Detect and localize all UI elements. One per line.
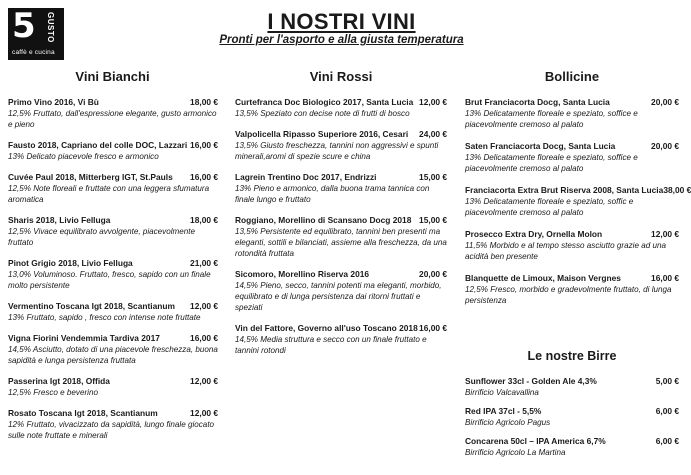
item-description: 13,5% Giusto freschezza, tannini non aggressivi e spunti minerali,aromi di spezie scure e china bbox=[235, 141, 439, 161]
item-name: Vin del Fattore, Governo all'uso Toscano 2018 bbox=[235, 323, 418, 333]
item-price: 20,00 € bbox=[651, 141, 679, 151]
menu-item bbox=[8, 301, 218, 323]
item-name: Sharis 2018, Livio Felluga bbox=[8, 215, 111, 225]
column-birre bbox=[465, 376, 679, 458]
menu-item bbox=[465, 141, 679, 174]
item-name: Sicomoro, Morellino Riserva 2016 bbox=[235, 269, 370, 279]
item-price: 12,00 € bbox=[190, 376, 218, 386]
item-price: 16,00 € bbox=[190, 333, 218, 343]
item-description: 13% Delicatamente floreale e speziato, soffice e piacevolmente cremoso al palato bbox=[465, 153, 638, 173]
item-name: Lagrein Trentino Doc 2017, Endrizzi bbox=[235, 172, 377, 182]
page-subtitle: Pronti per l'asporto e alla giusta temperatura bbox=[219, 34, 464, 46]
item-price: 18,00 € bbox=[190, 215, 218, 225]
item-price: 18,00 € bbox=[190, 97, 218, 107]
item-description: 11,5% Morbido e al tempo stesso asciutto grazie ad una acidità ben presente bbox=[465, 241, 666, 261]
item-price: 16,00 € bbox=[419, 323, 447, 333]
item-price: 12,00 € bbox=[651, 229, 679, 239]
menu-item bbox=[8, 172, 218, 205]
menu-item bbox=[465, 376, 679, 398]
item-description: 13,5% Speziato con decise note di frutti di bosco bbox=[235, 109, 410, 118]
item-price: 20,00 € bbox=[419, 269, 447, 279]
item-price: 38,00 € bbox=[663, 185, 691, 195]
item-name: Concarena 50cl – IPA America 6,7% bbox=[465, 436, 606, 446]
item-price: 12,00 € bbox=[190, 408, 218, 418]
item-description: 12,5% Note floreali e fruttate con una leggera sfumatura aromatica bbox=[8, 184, 210, 204]
item-description: 12,5% Fresco e beverino bbox=[8, 388, 98, 397]
menu-item bbox=[235, 215, 447, 259]
item-description: 14,5% Pieno, secco, tannini potenti ma eleganti, morbido, equilibrato e di lunga persistenza dai ritorni fruttati e speziati bbox=[235, 281, 442, 312]
menu-item bbox=[8, 408, 218, 441]
column-vini-rossi bbox=[235, 97, 447, 356]
menu-item bbox=[8, 140, 218, 162]
item-description: 12,5% Fruttato, dall'espressione elegante, gusto armonico e pieno bbox=[8, 109, 217, 129]
heading-le-nostre-birre: Le nostre Birre bbox=[527, 349, 617, 363]
menu-item bbox=[8, 215, 218, 248]
item-price: 6,00 € bbox=[655, 436, 679, 446]
menu-item bbox=[465, 406, 679, 428]
item-price: 15,00 € bbox=[419, 215, 447, 225]
menu-item bbox=[8, 258, 218, 291]
item-description: 13,5% Persistente ed equilibrato, tannini ben presenti ma eleganti, sottili e bilanciati, assieme alla freschezza, da una rotondità fruttata bbox=[235, 227, 447, 258]
item-description: 13% Pieno e armonico, dalla buona trama tannica con finale lungo e fruttato bbox=[235, 184, 430, 204]
item-description: 13,0% Voluminoso. Fruttato, fresco, sapido con un finale molto persistente bbox=[8, 270, 211, 290]
menu-item bbox=[235, 97, 447, 119]
item-name: Pinot Grigio 2018, Livio Felluga bbox=[8, 258, 133, 268]
menu-item bbox=[465, 97, 679, 130]
item-price: 6,00 € bbox=[655, 406, 679, 416]
item-description: 14,5% Asciutto, dotato di una piacevole freschezza, buona sapidità e lunga persistenza fruttata bbox=[8, 345, 218, 365]
item-name: Saten Franciacorta Docg, Santa Lucia bbox=[465, 141, 616, 151]
item-name: Blanquette de Limoux, Maison Vergnes bbox=[465, 273, 621, 283]
item-price: 5,00 € bbox=[655, 376, 679, 386]
item-description: 12% Fruttato, vivacizzato da sapidità, lungo finale giocato sulle note fruttate e minerali bbox=[8, 420, 215, 440]
item-description: 14,5% Media struttura e secco con un finale fruttato e tannini rotondi bbox=[235, 335, 427, 355]
item-price: 20,00 € bbox=[651, 97, 679, 107]
item-name: Franciacorta Extra Brut Riserva 2008, Santa Lucia bbox=[465, 185, 664, 195]
page-title: I NOSTRI VINI bbox=[267, 9, 416, 34]
menu-item bbox=[465, 436, 679, 458]
item-price: 16,00 € bbox=[190, 172, 218, 182]
heading-vini-rossi: Vini Rossi bbox=[309, 69, 373, 84]
item-name: Fausto 2018, Capriano del colle DOC, Lazzari bbox=[8, 140, 188, 150]
logo-word: GUSTO bbox=[46, 12, 55, 43]
column-bollicine bbox=[465, 97, 691, 306]
item-description: 13% Delicatamente floreale e speziato, soffic e piacevolmente cremoso al palato bbox=[465, 197, 634, 217]
menu-item bbox=[8, 333, 218, 366]
item-price: 12,00 € bbox=[190, 301, 218, 311]
menu-item bbox=[235, 323, 447, 356]
menu-item bbox=[465, 229, 679, 262]
menu-item bbox=[235, 269, 447, 313]
item-name: Vigna Fiorini Vendemmia Tardiva 2017 bbox=[8, 333, 160, 343]
item-description: Birrificio Agricolo Pagus bbox=[465, 418, 551, 427]
column-vini-bianchi bbox=[8, 97, 218, 441]
item-name: Brut Franciacorta Docg, Santa Lucia bbox=[465, 97, 610, 107]
item-name: Primo Vino 2016, Vi Bù bbox=[8, 97, 99, 107]
item-name: Roggiano, Morellino di Scansano Docg 2018 bbox=[235, 215, 412, 225]
item-description: 13% Delicato piacevole fresco e armonico bbox=[8, 152, 159, 161]
menu-item bbox=[235, 129, 447, 162]
item-description: Birrificio Agricolo La Martina bbox=[465, 448, 566, 457]
item-name: Red IPA 37cl - 5,5% bbox=[465, 406, 542, 416]
item-name: Prosecco Extra Dry, Ornella Molon bbox=[465, 229, 603, 239]
menu-item bbox=[235, 172, 447, 205]
item-description: 13% Fruttato, sapido , fresco con intense note fruttate bbox=[8, 313, 201, 322]
item-name: Curtefranca Doc Biologico 2017, Santa Lucia bbox=[235, 97, 414, 107]
item-name: Vermentino Toscana Igt 2018, Scantianum bbox=[8, 301, 175, 311]
item-description: 12,5% Vivace equilibrato avvolgente, piacevolmente fruttato bbox=[8, 227, 196, 247]
menu-item bbox=[8, 97, 218, 130]
item-name: Valpolicella Ripasso Superiore 2016, Cesari bbox=[235, 129, 409, 139]
item-description: 13% Delicatamente floreale e speziato, soffice e piacevolmente cremoso al palato bbox=[465, 109, 638, 129]
menu-item bbox=[465, 273, 679, 306]
item-price: 16,00 € bbox=[190, 140, 218, 150]
menu-item bbox=[465, 185, 691, 218]
heading-vini-bianchi: Vini Bianchi bbox=[75, 69, 150, 84]
item-name: Sunflower 33cl - Golden Ale 4,3% bbox=[465, 376, 597, 386]
heading-bollicine: Bollicine bbox=[544, 69, 600, 84]
logo-number: 5 bbox=[12, 6, 36, 46]
item-price: 16,00 € bbox=[651, 273, 679, 283]
logo-tagline: caffè e cucina bbox=[12, 49, 55, 56]
item-name: Cuvée Paul 2018, Mitterberg IGT, St.Pauls bbox=[8, 172, 173, 182]
item-description: Birrificio Valcavallina bbox=[465, 388, 539, 397]
item-price: 15,00 € bbox=[419, 172, 447, 182]
item-price: 21,00 € bbox=[190, 258, 218, 268]
item-price: 24,00 € bbox=[419, 129, 447, 139]
menu-item bbox=[8, 376, 218, 398]
item-price: 12,00 € bbox=[419, 97, 447, 107]
item-name: Passerina Igt 2018, Offida bbox=[8, 376, 110, 386]
item-name: Rosato Toscana Igt 2018, Scantianum bbox=[8, 408, 158, 418]
item-description: 12,5% Fresco, morbido e gradevolmente fruttato, di lunga persistenza bbox=[465, 285, 672, 305]
